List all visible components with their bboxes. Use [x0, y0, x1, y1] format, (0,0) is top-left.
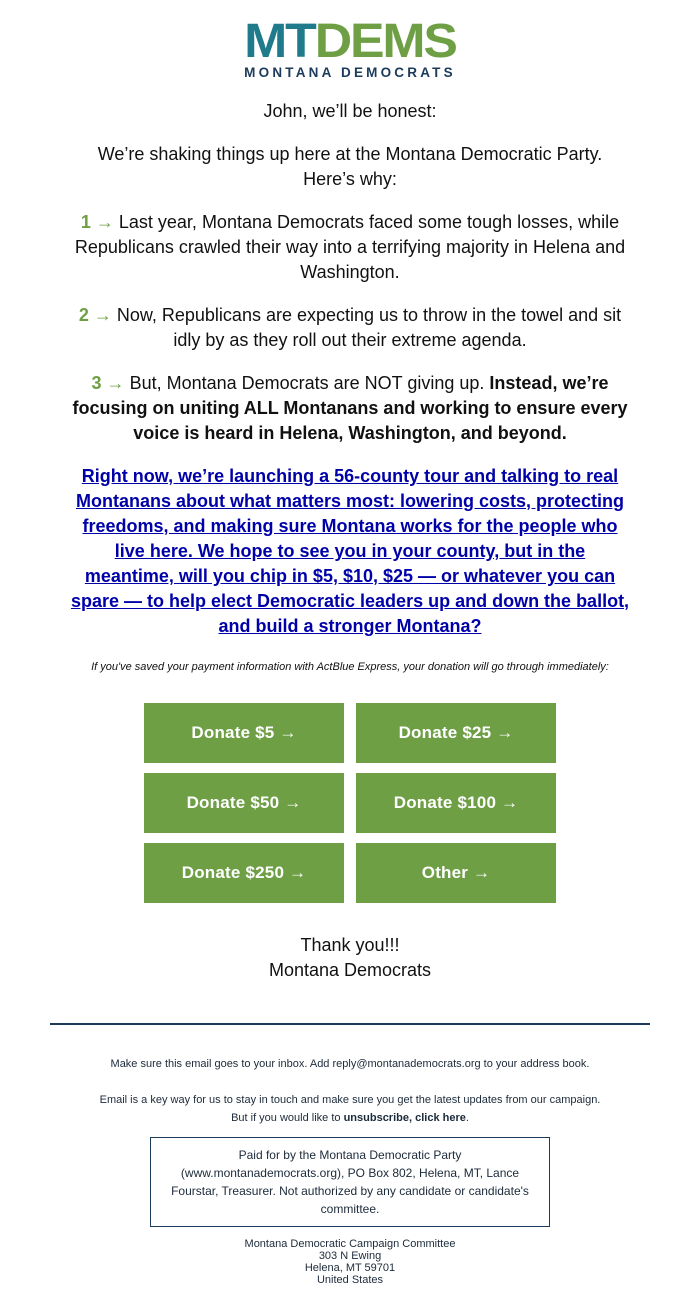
- point-bold-text: Instead, we’re focusing on uniting ALL Montanans and working to ensure every voice is heard in Helena, Washington, and beyond.: [72, 373, 628, 443]
- signoff-thanks: Thank you!!!: [300, 935, 400, 955]
- unsubscribe-prefix: But if you would like to: [231, 1112, 341, 1124]
- greeting: John, we’ll be honest:: [263, 101, 437, 121]
- arrow-icon: →: [95, 212, 114, 232]
- arrow-icon: →: [93, 305, 112, 325]
- donate-button-grid: [144, 703, 556, 903]
- point-number: 3: [91, 373, 102, 393]
- point-number: 2: [78, 305, 89, 325]
- donate-other-button[interactable]: Other →: [356, 843, 556, 903]
- signoff-org: Montana Democrats: [268, 960, 432, 980]
- point-3: [70, 371, 630, 446]
- point-2: [70, 303, 630, 353]
- address-city: Helena, MT 59701: [304, 1262, 396, 1274]
- mailing-address: [0, 1238, 700, 1286]
- point-text: Now, Republicans are expecting us to throw in the towel and sit idly by as they roll out their extreme agenda.: [116, 305, 622, 350]
- donate-25-button[interactable]: Donate $25 →: [356, 703, 556, 763]
- point-text: But, Montana Democrats are NOT giving up.: [129, 373, 485, 393]
- address-street: 303 N Ewing: [318, 1250, 382, 1262]
- footer-divider: [50, 1023, 650, 1025]
- logo: [0, 0, 700, 80]
- actblue-express-note: If you've saved your payment information with ActBlue Express, your donation will go through immediately:: [91, 661, 609, 673]
- unsubscribe-suffix: .: [465, 1112, 469, 1124]
- donate-100-button[interactable]: Donate $100 →: [356, 773, 556, 833]
- paid-for-disclaimer: Paid for by the Montana Democratic Party (www.montanademocrats.org), PO Box 802, Helena, MT, Lance Fourstar, Treasurer. Not authorized by any candidate or candidate's committee.: [150, 1137, 550, 1227]
- unsubscribe-link[interactable]: unsubscribe, click here: [343, 1112, 466, 1124]
- donate-cta-link[interactable]: Right now, we’re launching a 56-county tour and talking to real Montanans about what matters most: lowering costs, protecting freedoms, and making sure Montana works for the people who live here. We hope to see you in your county, but in the meantime, will you chip in $5, $10, $25 — or whatever you can spare — to help elect Democratic leaders up and down the ballot, and build a stronger Montana?: [70, 466, 630, 636]
- logo-dems: DEMS: [314, 15, 456, 68]
- stay-in-touch-text: Email is a key way for us to stay in touch and make sure you get the latest updates from our campaign.: [99, 1094, 601, 1106]
- logo-wordmark: [244, 15, 456, 68]
- point-1: [70, 210, 630, 285]
- signoff: [0, 933, 700, 983]
- logo-mt: MT: [244, 15, 315, 68]
- stay-in-touch: [0, 1091, 700, 1127]
- logo-tagline: MONTANA DEMOCRATS: [244, 65, 456, 80]
- arrow-icon: →: [106, 373, 125, 393]
- donate-5-button[interactable]: Donate $5 →: [144, 703, 344, 763]
- point-text: Last year, Montana Democrats faced some tough losses, while Republicans crawled their way into a terrifying majority in Helena and Washington.: [74, 212, 626, 282]
- unsubscribe-line: [0, 1109, 700, 1127]
- inbox-note: Make sure this email goes to your inbox. Add reply@montanademocrats.org to your address book.: [110, 1058, 590, 1070]
- donate-50-button[interactable]: Donate $50 →: [144, 773, 344, 833]
- address-org: Montana Democratic Campaign Committee: [244, 1238, 456, 1250]
- intro-paragraph: We’re shaking things up here at the Montana Democratic Party. Here’s why:: [97, 144, 603, 189]
- address-country: United States: [316, 1274, 384, 1286]
- donate-250-button[interactable]: Donate $250 →: [144, 843, 344, 903]
- point-number: 1: [80, 212, 91, 232]
